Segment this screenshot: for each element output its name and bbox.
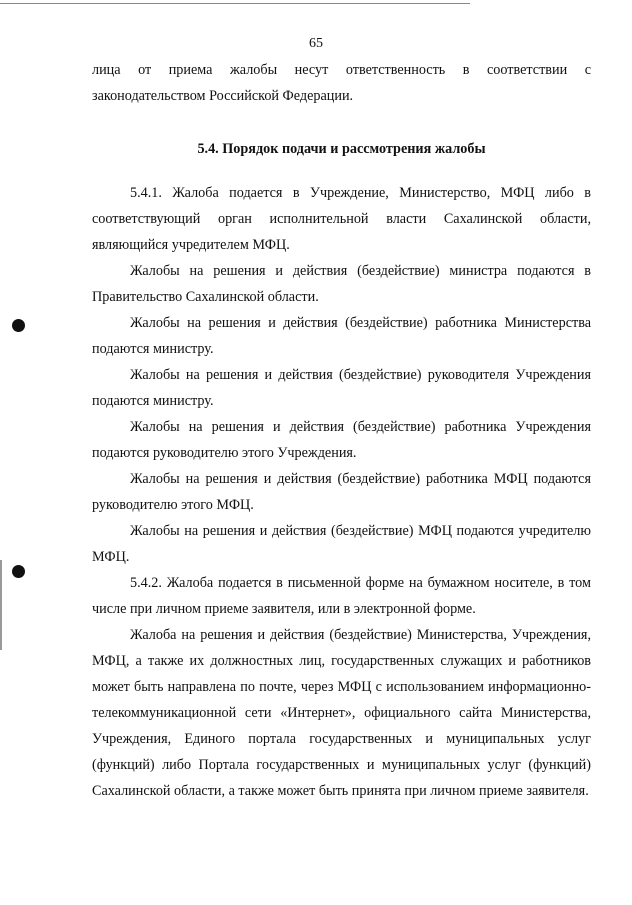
page-number: 65 bbox=[309, 36, 323, 51]
punch-hole bbox=[12, 319, 25, 332]
paragraph: Жалобы на решения и действия (бездействие) министра подаются в Правительство Сахалинской области. bbox=[92, 263, 591, 305]
paragraph: 5.4.2. Жалоба подается в письменной форме на бумажном носителе, в том числе при личном приеме заявителя, или в электронной форме. bbox=[92, 575, 591, 617]
intro-block bbox=[92, 57, 591, 109]
paragraph: Жалобы на решения и действия (бездействие) работника МФЦ подаются руководителю этого МФЦ. bbox=[92, 471, 591, 513]
paragraph: Жалобы на решения и действия (бездействие) работника Учреждения подаются руководителю этого Учреждения. bbox=[92, 419, 591, 461]
paragraph: Жалобы на решения и действия (бездействие) руководителя Учреждения подаются министру. bbox=[92, 367, 591, 409]
section-heading: 5.4. Порядок подачи и рассмотрения жалобы bbox=[197, 141, 486, 157]
intro-paragraph: лица от приема жалобы несут ответственность в соответствии с законодательством Российской Федерации. bbox=[92, 62, 591, 104]
paragraph: Жалобы на решения и действия (бездействие) МФЦ подаются учредителю МФЦ. bbox=[92, 523, 591, 565]
paragraph: Жалоба на решения и действия (бездействие) Министерства, Учреждения, МФЦ, а также их должностных лиц, государственных служащих и работников может быть направлена по почте, через МФЦ с использованием информационно-телекоммуникационной сети «Интернет», официального сайта Министерства, Учреждения, Единого портала государственных и муниципальных услуг (функций) либо Портала государственных и муниципальных услуг (функций) Сахалинской области, а также может быть принята при личном приеме заявителя. bbox=[92, 627, 591, 799]
punch-hole bbox=[12, 565, 25, 578]
paragraph: Жалобы на решения и действия (бездействие) работника Министерства подаются министру. bbox=[92, 315, 591, 357]
section-body bbox=[92, 180, 591, 804]
paragraph: 5.4.1. Жалоба подается в Учреждение, Министерство, МФЦ либо в соответствующий орган исполнительной власти Сахалинской области, являющийся учредителем МФЦ. bbox=[92, 185, 591, 253]
scan-margin-mark bbox=[0, 560, 2, 650]
scan-edge-line bbox=[0, 3, 470, 4]
